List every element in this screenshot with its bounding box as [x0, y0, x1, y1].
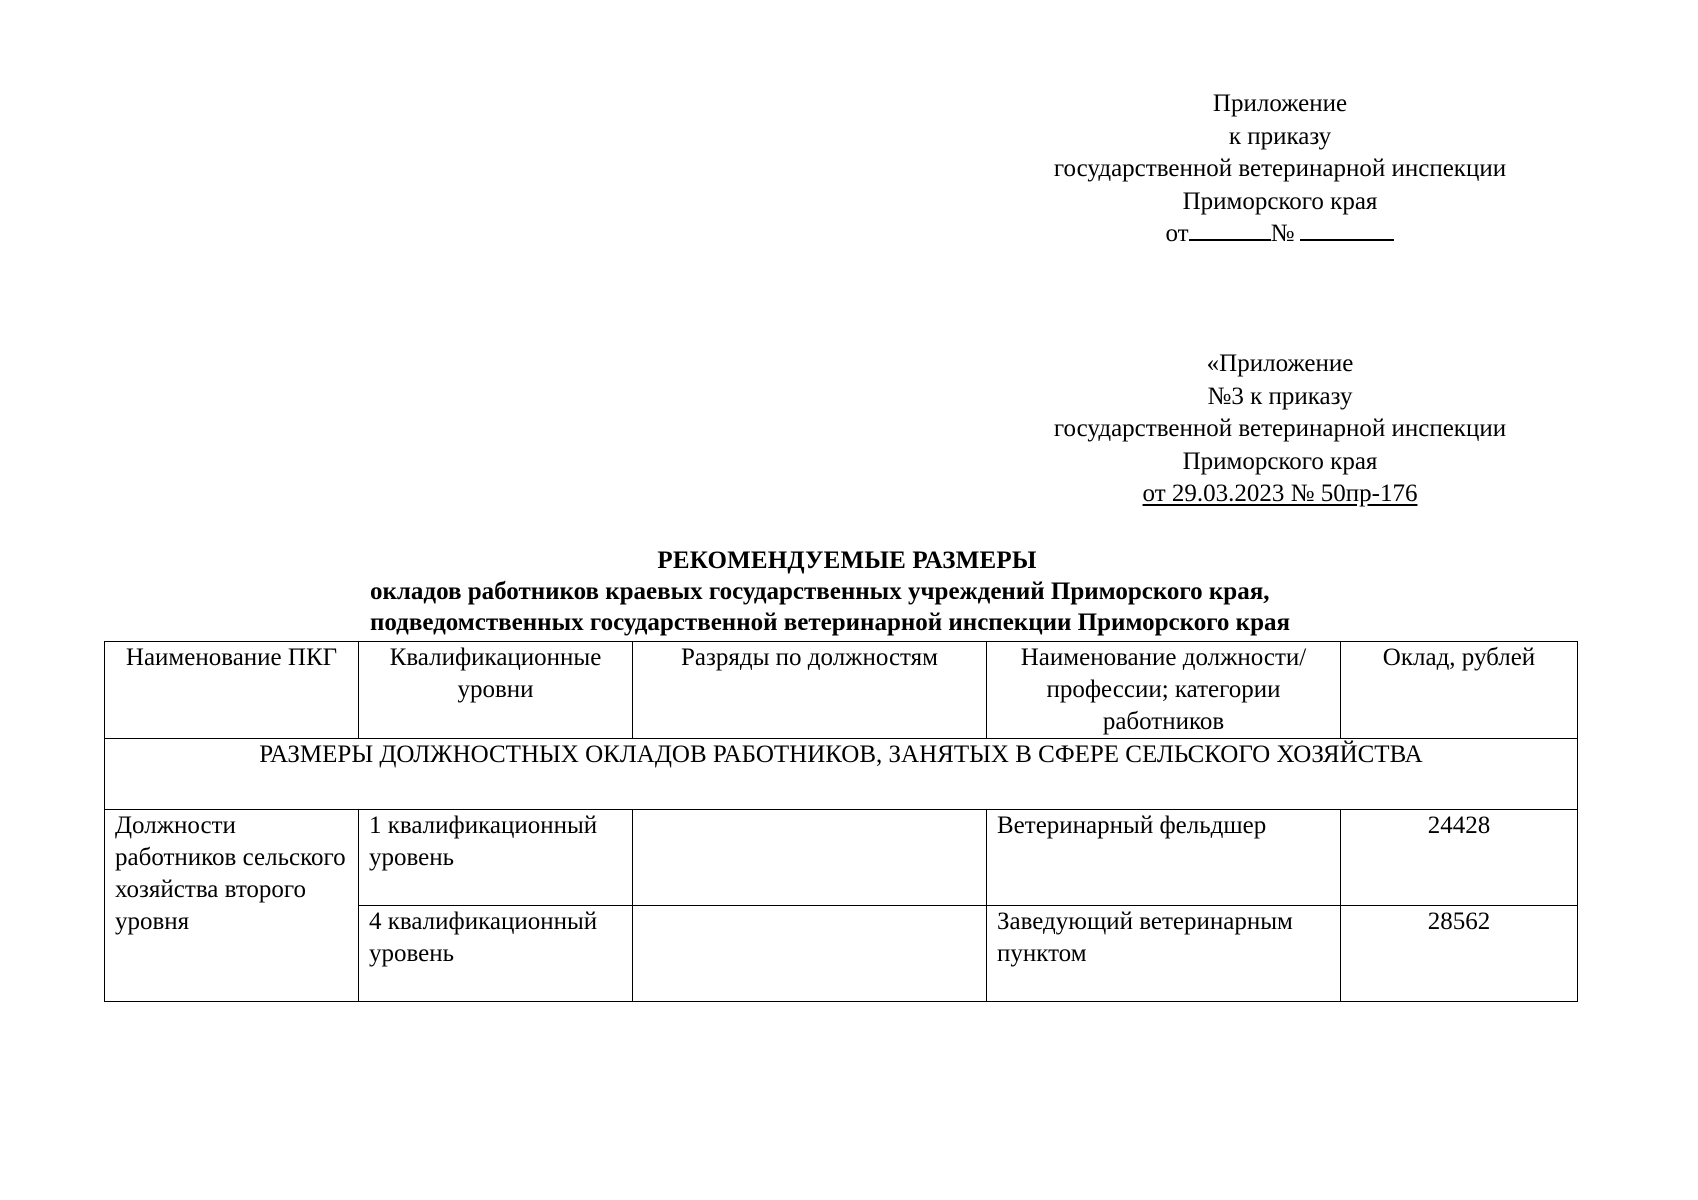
date-prefix: от — [1165, 220, 1189, 247]
header-qualification-levels: Квалификационные уровни — [359, 642, 633, 739]
table-header-row — [105, 642, 1578, 739]
salary-amount: 28562 — [1341, 906, 1578, 1002]
appendix-line: к приказу — [1228, 122, 1332, 150]
order-reference: от 29.03.2023 № 50пр-176 — [1142, 480, 1418, 507]
position-name: Заведующий ветеринарным пунктом — [987, 906, 1341, 1002]
appendix-line: Приложение — [1212, 90, 1348, 117]
appendix-line: №3 к приказу — [1207, 382, 1353, 410]
position-name: Ветеринарный фельдшер — [987, 810, 1341, 906]
number-sign: № — [1270, 220, 1295, 247]
qualification-level: 1 квалификационный уровень — [359, 810, 633, 906]
date-number-line — [1000, 218, 1560, 251]
number-blank — [1300, 219, 1394, 241]
document-title — [0, 545, 1698, 638]
header-position: Наименование должности/профессии; категории работников — [987, 642, 1341, 739]
appendix-line: Приморского края — [1182, 447, 1378, 475]
header-pkg: Наименование ПКГ — [105, 642, 359, 739]
table-row — [105, 810, 1578, 906]
grade-cell — [633, 906, 987, 1002]
grade-cell — [633, 810, 987, 906]
appendix-line: Приморского края — [1182, 187, 1378, 215]
title-subtitle-1: окладов работников краевых государственных учреждений Приморского края, — [370, 578, 1270, 605]
qualification-level: 4 квалификационный уровень — [359, 906, 633, 1002]
amended-appendix — [1000, 348, 1560, 511]
salary-table — [104, 641, 1578, 1002]
pkg-group-name: Должности работников сельского хозяйства второго уровня — [105, 810, 359, 1002]
salary-amount: 24428 — [1341, 810, 1578, 906]
date-blank — [1189, 219, 1271, 241]
appendix-line: государственной ветеринарной инспекции — [1053, 415, 1507, 442]
title-subtitle-2: подведомственных государственной ветеринарной инспекции Приморского края — [370, 609, 1291, 636]
header-salary: Оклад, рублей — [1341, 642, 1578, 739]
section-title: РАЗМЕРЫ ДОЛЖНОСТНЫХ ОКЛАДОВ РАБОТНИКОВ, ЗАНЯТЫХ В СФЕРЕ СЕЛЬСКОГО ХОЗЯЙСТВА — [105, 739, 1578, 810]
title-main: РЕКОМЕНДУЕМЫЕ РАЗМЕРЫ — [657, 547, 1037, 574]
header-grades: Разряды по должностям — [633, 642, 987, 739]
appendix-line: государственной ветеринарной инспекции — [1053, 155, 1507, 182]
appendix-line: «Приложение — [1206, 350, 1354, 377]
section-row — [105, 739, 1578, 810]
appendix-header — [1000, 88, 1560, 251]
